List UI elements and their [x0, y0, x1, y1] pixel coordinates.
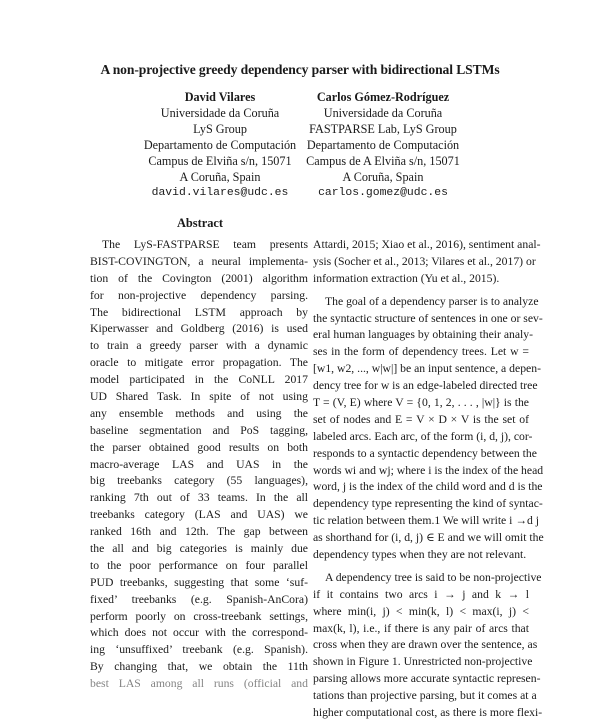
author-affiliation-line: FASTPARSE Lab, LyS Group: [309, 122, 457, 136]
text-line: ing ‘unsuffixed’ treebank (e.g. Spanish).: [90, 643, 308, 657]
text-line: which does not occur with the correspond-: [90, 626, 308, 640]
text-line: information extraction (Yu et al., 2015).: [313, 271, 500, 285]
text-line: parsing allows more accurate syntactic represen-: [313, 672, 541, 686]
text-line: responds to a syntactic dependency between the: [313, 446, 537, 460]
text-line: [w1, w2, ..., w|w|] be an input sentence, a depen-: [313, 362, 541, 376]
author-name: Carlos Gómez-Rodríguez: [316, 90, 450, 104]
text-line: big treebanks category (55 languages),: [90, 474, 308, 488]
author-affiliation-line: Universidade da Coruña: [160, 106, 280, 120]
text-line: ranked 16th and 12th. The gap between: [90, 525, 308, 539]
text-line: where min(i, j) < min(k, l) < max(i, j) <: [313, 604, 529, 618]
text-line: to train a greedy parser with a dynamic: [90, 339, 308, 353]
text-line: ranking 7th out of 33 teams. In the all: [90, 491, 308, 505]
text-line: The LyS-FASTPARSE team presents: [102, 238, 308, 251]
author-affiliation-line: Departamento de Computación: [143, 138, 297, 152]
text-line: T = (V, E) where V = {0, 1, 2, . . . , |w|} is the: [313, 396, 529, 410]
text-line: tations than projective parsing, but it comes at a: [313, 689, 537, 703]
text-line: the syntactic structure of sentences in one or sev-: [313, 311, 543, 325]
text-line: treebanks category (LAS and UAS) we: [90, 508, 308, 522]
author-affiliation-line: A Coruña, Spain: [342, 170, 424, 184]
abstract-heading: Abstract: [176, 216, 224, 230]
introduction-body: [313, 237, 544, 722]
text-line: macro-average LAS and UAS in the: [90, 457, 308, 471]
text-line: The bidirectional LSTM approach by: [90, 305, 308, 319]
text-line: BIST-COVINGTON, a neural implementa-: [90, 254, 308, 268]
author-email[interactable]: carlos.gomez@udc.es: [318, 187, 448, 199]
text-line: ysis (Socher et al., 2013; Vilares et al., 2017) or: [313, 254, 536, 268]
author-email[interactable]: david.vilares@udc.es: [151, 187, 289, 199]
author-block-2: [283, 89, 483, 201]
text-line: eral human languages by obtaining their analy-: [313, 328, 534, 342]
text-line: By changing that, we obtain the 11th: [90, 660, 308, 674]
text-line: oracle to mitigate error propagation. The: [90, 356, 308, 370]
text-line: any ensemble methods and using the: [90, 406, 308, 420]
paper-title: A non-projective greedy dependency parser with bidirectional LSTMs: [100, 62, 500, 77]
text-line: cross when they are drawn over the sentence, as: [313, 638, 538, 652]
text-line: Kiperwasser and Goldberg (2016) is used: [90, 322, 308, 336]
text-line: word, j is the index of the child word and d is the: [313, 480, 543, 494]
text-line: shown in Figure 1. Unrestricted non-projective: [313, 655, 533, 669]
text-line: ses in the form of dependency trees. Let w =: [313, 345, 529, 359]
text-line: tion of the Covington (2001) algorithm: [90, 271, 308, 285]
text-line: the parser obtained good results on both: [90, 440, 308, 454]
text-line: best LAS among all runs (official and: [90, 677, 308, 691]
author-affiliation-line: A Coruña, Spain: [179, 170, 261, 184]
text-line: labeled arcs. Each arc, of the form (i, d, j), cor-: [313, 429, 533, 443]
text-line: higher computational cost, as there is more flexi-: [313, 706, 543, 720]
author-affiliation-line: Departamento de Computación: [306, 138, 460, 152]
text-line: Attardi, 2015; Xiao et al., 2016), sentiment anal-: [313, 238, 541, 251]
text-line: baseline segmentation and PoS tagging,: [90, 423, 308, 437]
text-line: max(k, l), i.e., if there is any pair of arcs that: [313, 621, 529, 635]
text-line: set of nodes and E = V × D × V is the set of: [313, 412, 529, 426]
text-line: dependency type representing the kind of syntac-: [313, 497, 543, 511]
text-line: PUD treebanks, suggesting that some ‘suf-: [90, 575, 308, 589]
text-line: UD Shared Task. In spite of not using: [90, 390, 308, 404]
text-line: dependency types when they are not relevant.: [313, 548, 527, 562]
text-line: fixed’ treebanks (e.g. Spanish-AnCora): [90, 592, 308, 606]
text-line: A dependency tree is said to be non-projective: [325, 570, 542, 584]
text-line: dency tree for w is an edge-labeled directed tree: [313, 379, 538, 393]
text-line: words wi and wj; where i is the index of the head: [313, 463, 544, 477]
text-line: if it contains two arcs i → j and k → l: [313, 587, 529, 601]
text-line: for non-projective dependency parsing.: [90, 288, 308, 302]
text-line: The goal of a dependency parser is to analyze: [325, 294, 539, 308]
text-line: tic relation between them.1 We will write i →d j: [313, 514, 540, 528]
text-line: model participated in the CoNLL 2017: [90, 373, 308, 387]
abstract-body: [90, 237, 308, 693]
author-affiliation-line: Campus de A Elviña s/n, 15071: [306, 154, 460, 168]
author-name: David Vilares: [184, 90, 256, 104]
text-line: perform poorly on cross-treebank settings,: [90, 609, 308, 623]
text-line: the all and big categories is mainly due: [90, 542, 308, 556]
author-affiliation-line: LyS Group: [193, 122, 247, 136]
author-affiliation-line: Universidade da Coruña: [323, 106, 443, 120]
text-line: as shorthand for (i, d, j) ∈ E and we will omit the: [313, 531, 544, 545]
text-line: to the poor performance on four parallel: [90, 558, 308, 572]
author-affiliation-line: Campus de Elviña s/n, 15071: [148, 154, 292, 168]
